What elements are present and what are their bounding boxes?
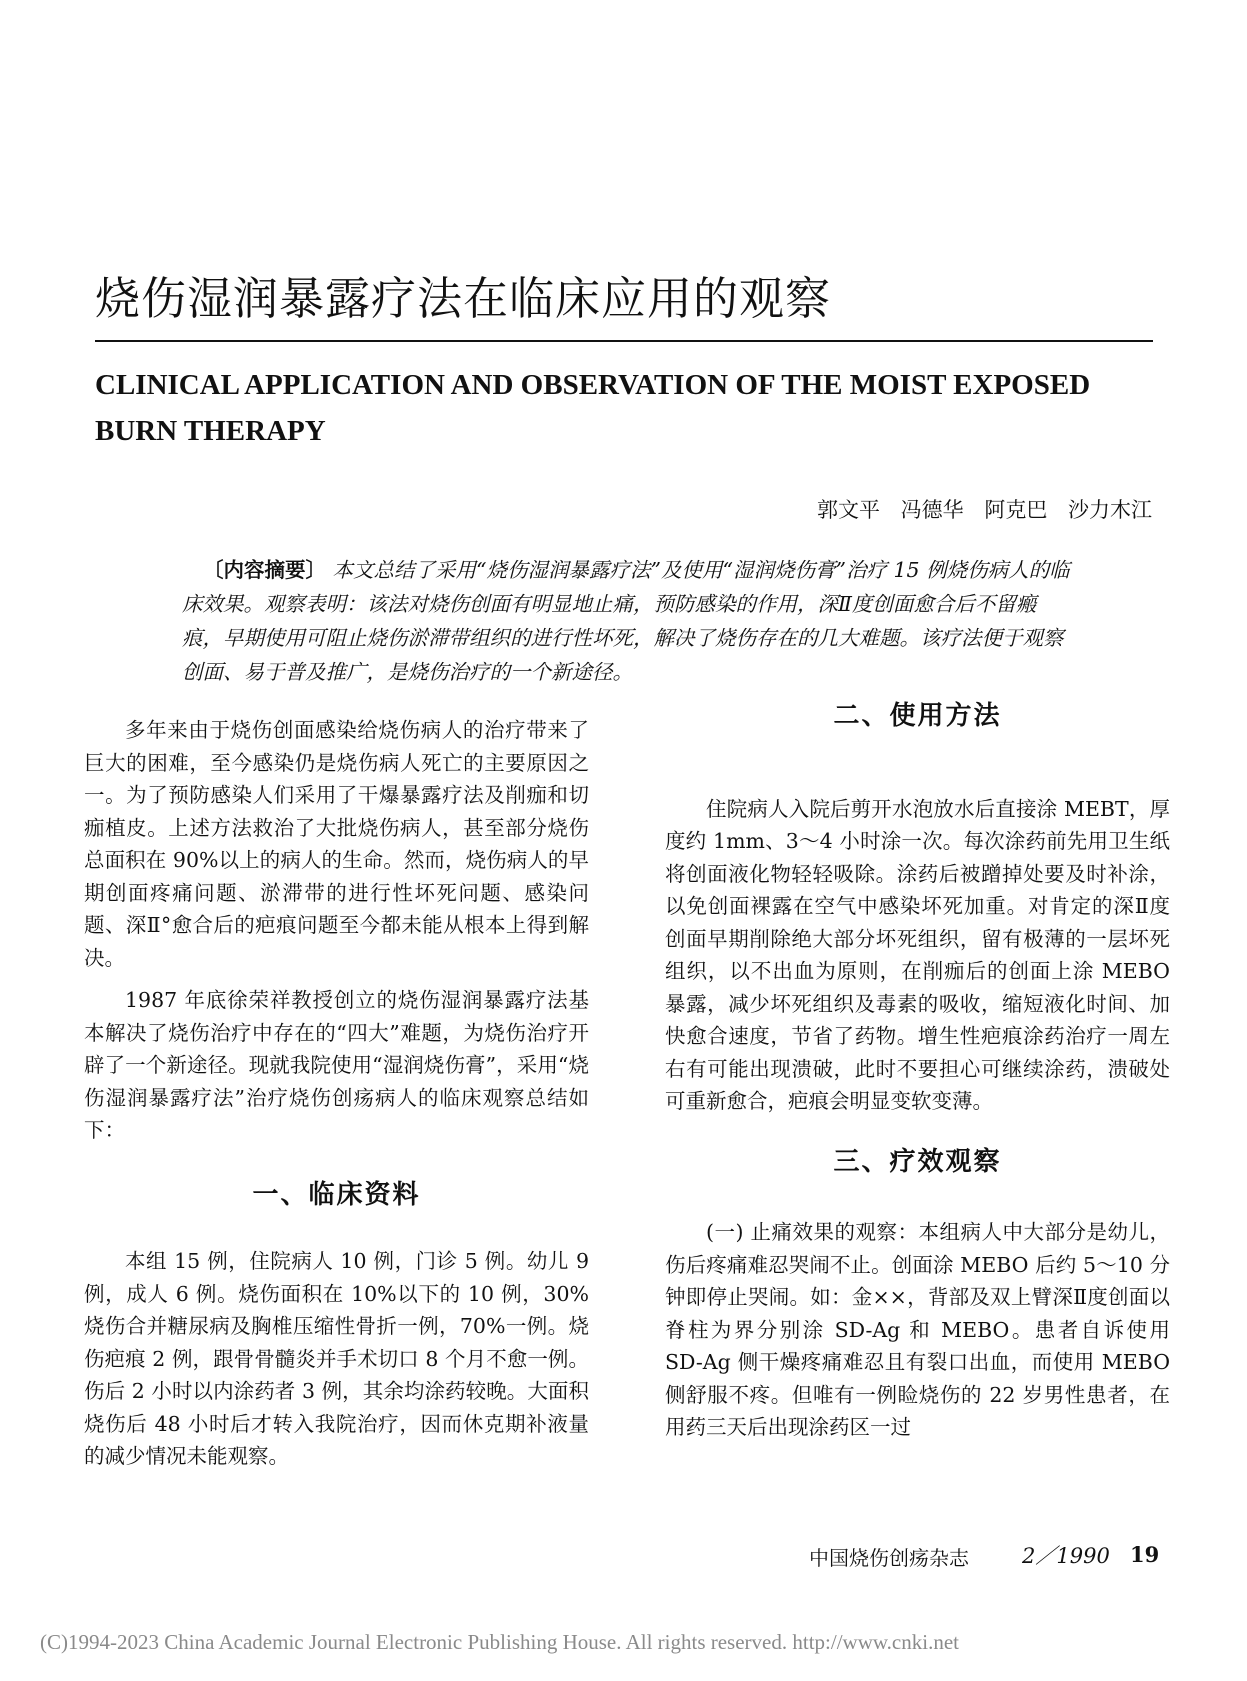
abstract-label: 〔内容摘要〕	[203, 558, 326, 582]
abstract	[182, 553, 1077, 689]
footer-page-number: 19	[1130, 1542, 1160, 1567]
section-heading-efficacy: 三、疗效观察	[833, 1146, 1002, 1177]
left-column	[84, 714, 589, 1483]
title-english: CLINICAL APPLICATION AND OBSERVATION OF THE MOIST EXPOSED BURN THERAPY	[95, 369, 1091, 447]
title-rule	[95, 340, 1153, 342]
title-chinese: 烧伤湿润暴露疗法在临床应用的观察	[95, 272, 832, 325]
abstract-text: 本文总结了采用“烧伤湿润暴露疗法”及使用“湿润烧伤膏”治疗 15 例烧伤病人的临床效果。观察表明：该法对烧伤创面有明显地止痛，预防感染的作用，深Ⅱ度创面愈合后不留瘢痕，早期使用可阻止烧伤淤滞带组织的进行性坏死，解决了烧伤存在的几大难题。该疗法便于观察创面、易于普及推广，是烧伤治疗的一个新途径。	[182, 558, 1070, 684]
section2-paragraph: 住院病人入院后剪开水泡放水后直接涂 MEBT，厚度约 1mm、3～4 小时涂一次。每次涂药前先用卫生纸将创面液化物轻轻吸除。涂药后被蹭掉处要及时补涂，以免创面裸露在空气中感染坏死加重。对肯定的深Ⅱ度创面早期削除绝大部分坏死组织，留有极薄的一层坏死组织，以不出血为原则，在削痂后的创面上涂 MEBO 暴露，减少坏死组织及毒素的吸收，缩短液化时间、加快愈合速度，节省了药物。增生性疤痕涂药治疗一周左右有可能出现溃破，此时不要担心可继续涂药，溃破处可重新愈合，疤痕会明显变软变薄。	[665, 796, 1170, 1113]
right-column	[665, 701, 1170, 1454]
copyright-notice: (C)1994-2023 China Academic Journal Electronic Publishing House. All rights reserved. http://www.cnki.net	[40, 1630, 959, 1654]
intro-paragraph-1: 多年来由于烧伤创面感染给烧伤病人的治疗带来了巨大的困难，至今感染仍是烧伤病人死亡的主要原因之一。为了预防感染人们采用了干爆暴露疗法及削痂和切痂植皮。上述方法救治了大批烧伤病人，甚至部分烧伤总面积在 90%以上的病人的生命。然而，烧伤病人的早期创面疼痛问题、淤滞带的进行性坏死问题、感染问题、深Ⅱ°愈合后的疤痕问题至今都未能从根本上得到解决。	[84, 718, 589, 970]
section-heading-method: 二、使用方法	[833, 701, 1002, 731]
footer-journal-name: 中国烧伤创疡杂志	[809, 1546, 969, 1570]
authors: 郭文平 冯德华 阿克巴 沙力木江	[816, 498, 1152, 522]
section-heading-clinical-data: 一、临床资料	[252, 1179, 421, 1210]
footer-issue: 2／1990	[1022, 1544, 1110, 1568]
section3-paragraph: (一) 止痛效果的观察：本组病人中大部分是幼儿，伤后疼痛难忍哭闹不止。创面涂 MEBO 后约 5～10 分钟即停止哭闹。如：金××，背部及双上臂深Ⅱ度创面以脊柱为界分别涂 SD-Ag 和 MEBO。患者自诉使用 SD-Ag 侧干燥疼痛难忍且有裂口出血，而使用 MEBO 侧舒服不疼。但唯有一例睑烧伤的 22 岁男性患者，在用药三天后出现涂药区一过	[665, 1220, 1170, 1439]
intro-paragraph-2: 1987 年底徐荣祥教授创立的烧伤湿润暴露疗法基本解决了烧伤治疗中存在的“四大”难题，为烧伤治疗开辟了一个新途径。现就我院使用“湿润烧伤膏”，采用“烧伤湿润暴露疗法”治疗烧伤创疡病人的临床观察总结如下：	[84, 988, 589, 1142]
section1-paragraph: 本组 15 例，住院病人 10 例，门诊 5 例。幼儿 9 例，成人 6 例。烧伤面积在 10%以下的 10 例，30%烧伤合并糖尿病及胸椎压缩性骨折一例，70%一例。烧伤疤痕 2 例，跟骨骨髓炎并手术切口 8 个月不愈一例。伤后 2 小时以内涂药者 3 例，其余均涂药较晚。大面积烧伤后 48 小时后才转入我院治疗，因而休克期补液量的减少情况未能观察。	[84, 1249, 589, 1468]
